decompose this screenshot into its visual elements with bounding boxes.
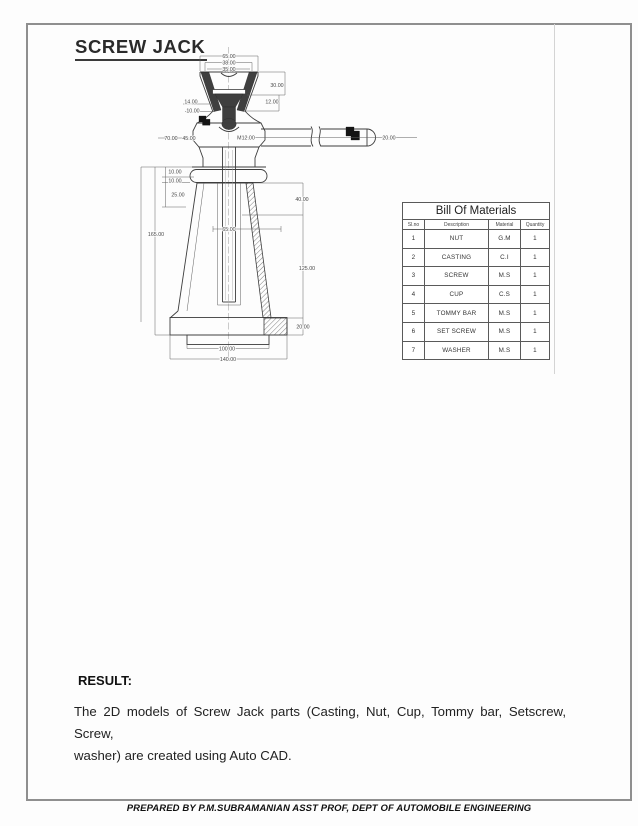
bom-header-material: Material: [489, 220, 521, 230]
bom-cell: G.M: [489, 230, 521, 249]
bom-cell: CUP: [425, 285, 489, 304]
dim-base-top: 100.00: [218, 346, 236, 353]
dim-head-outer: 70.00: [164, 136, 178, 142]
dim-screw-spec: M12.00: [237, 135, 255, 142]
dim-cup-right: 12.00: [265, 99, 279, 106]
bill-of-materials: [402, 202, 549, 360]
bom-cell: TOMMY BAR: [425, 304, 489, 323]
bom-cell: C.S: [489, 285, 521, 304]
bom-cell: M.S: [489, 341, 521, 360]
dim-body-top: 40.00: [295, 197, 309, 203]
bom-row: [403, 341, 550, 360]
result-line1: The 2D models of Screw Jack parts (Casting, Nut, Cup, Tommy bar, Setscrew, Screw,: [74, 704, 566, 741]
dim-cup-height: 30.00: [270, 83, 284, 89]
bom-cell: 7: [403, 341, 425, 360]
bom-cell: 6: [403, 322, 425, 341]
drawing-image-edge: [554, 24, 555, 374]
bom-cell: SET SCREW: [425, 322, 489, 341]
bom-cell: 1: [521, 230, 550, 249]
dim-cup-left: 14.00: [184, 99, 198, 106]
dim-cup-mid: 38.00: [222, 60, 236, 67]
result-paragraph: [74, 701, 566, 767]
dim-base-bottom: 140.00: [219, 357, 237, 363]
bom-header-quantity: Quantity: [521, 220, 550, 230]
bom-cell: 1: [521, 304, 550, 323]
bom-cell: 1: [521, 285, 550, 304]
bom-cell: C.I: [489, 248, 521, 267]
dim-cup-top: 65.00: [222, 54, 236, 60]
result-heading: RESULT:: [78, 673, 132, 688]
bom-cell: 1: [521, 322, 550, 341]
bom-cell: 5: [403, 304, 425, 323]
dim-flange1: 10.00: [168, 169, 182, 176]
bom-row: [403, 248, 550, 267]
bom-body: [403, 230, 550, 360]
bom-header-description: Description: [425, 220, 489, 230]
dimension-labels: [148, 54, 396, 363]
dim-cup-inner: 35.00: [222, 67, 236, 74]
bom-cell: 1: [403, 230, 425, 249]
dim-body-height: 125.00: [298, 266, 316, 272]
left-dimension-lines: [141, 104, 215, 335]
bom-cell: NUT: [425, 230, 489, 249]
page-title: SCREW JACK: [75, 36, 207, 61]
bom-row: [403, 230, 550, 249]
bom-header-slno: Sl.no: [403, 220, 425, 230]
bom-cell: WASHER: [425, 341, 489, 360]
set-screw-left: [199, 116, 210, 125]
bom-cell: 2: [403, 248, 425, 267]
bom-cell: M.S: [489, 304, 521, 323]
bom-cell: 3: [403, 267, 425, 286]
base-section: [170, 318, 287, 345]
bom-cell: 1: [521, 341, 550, 360]
footer-credit: PREPARED BY P.M.SUBRAMANIAN ASST PROF, DEPT OF AUTOMOBILE ENGINEERING: [126, 803, 532, 814]
dim-flange3: 25.00: [171, 192, 185, 199]
bom-cell: M.S: [489, 322, 521, 341]
bom-title: Bill Of Materials: [403, 203, 550, 220]
bom-row: [403, 285, 550, 304]
result-line2: washer) are created using Auto CAD.: [74, 748, 292, 763]
bom-row: [403, 304, 550, 323]
dim-base-height: 20.00: [296, 324, 310, 331]
dim-tommy-dia: 20.00: [382, 135, 396, 142]
dim-head-inner: 45.00: [182, 136, 196, 142]
bom-cell: 1: [521, 267, 550, 286]
dim-overall-height: 165.00: [147, 232, 165, 238]
bom-cell: 4: [403, 285, 425, 304]
bom-cell: M.S: [489, 267, 521, 286]
screw-jack-drawing: [135, 40, 425, 370]
bom-cell: 1: [521, 248, 550, 267]
body-section: [170, 147, 271, 318]
bom-row: [403, 267, 550, 286]
base-hatch: [264, 318, 287, 335]
dim-body-mid: 65.00: [222, 227, 236, 233]
bom-cell: CASTING: [425, 248, 489, 267]
dim-flange2: 10.00: [168, 178, 182, 185]
bom-row: [403, 322, 550, 341]
bom-cell: SCREW: [425, 267, 489, 286]
dim-cup-left-inner: 10.00: [186, 108, 200, 115]
